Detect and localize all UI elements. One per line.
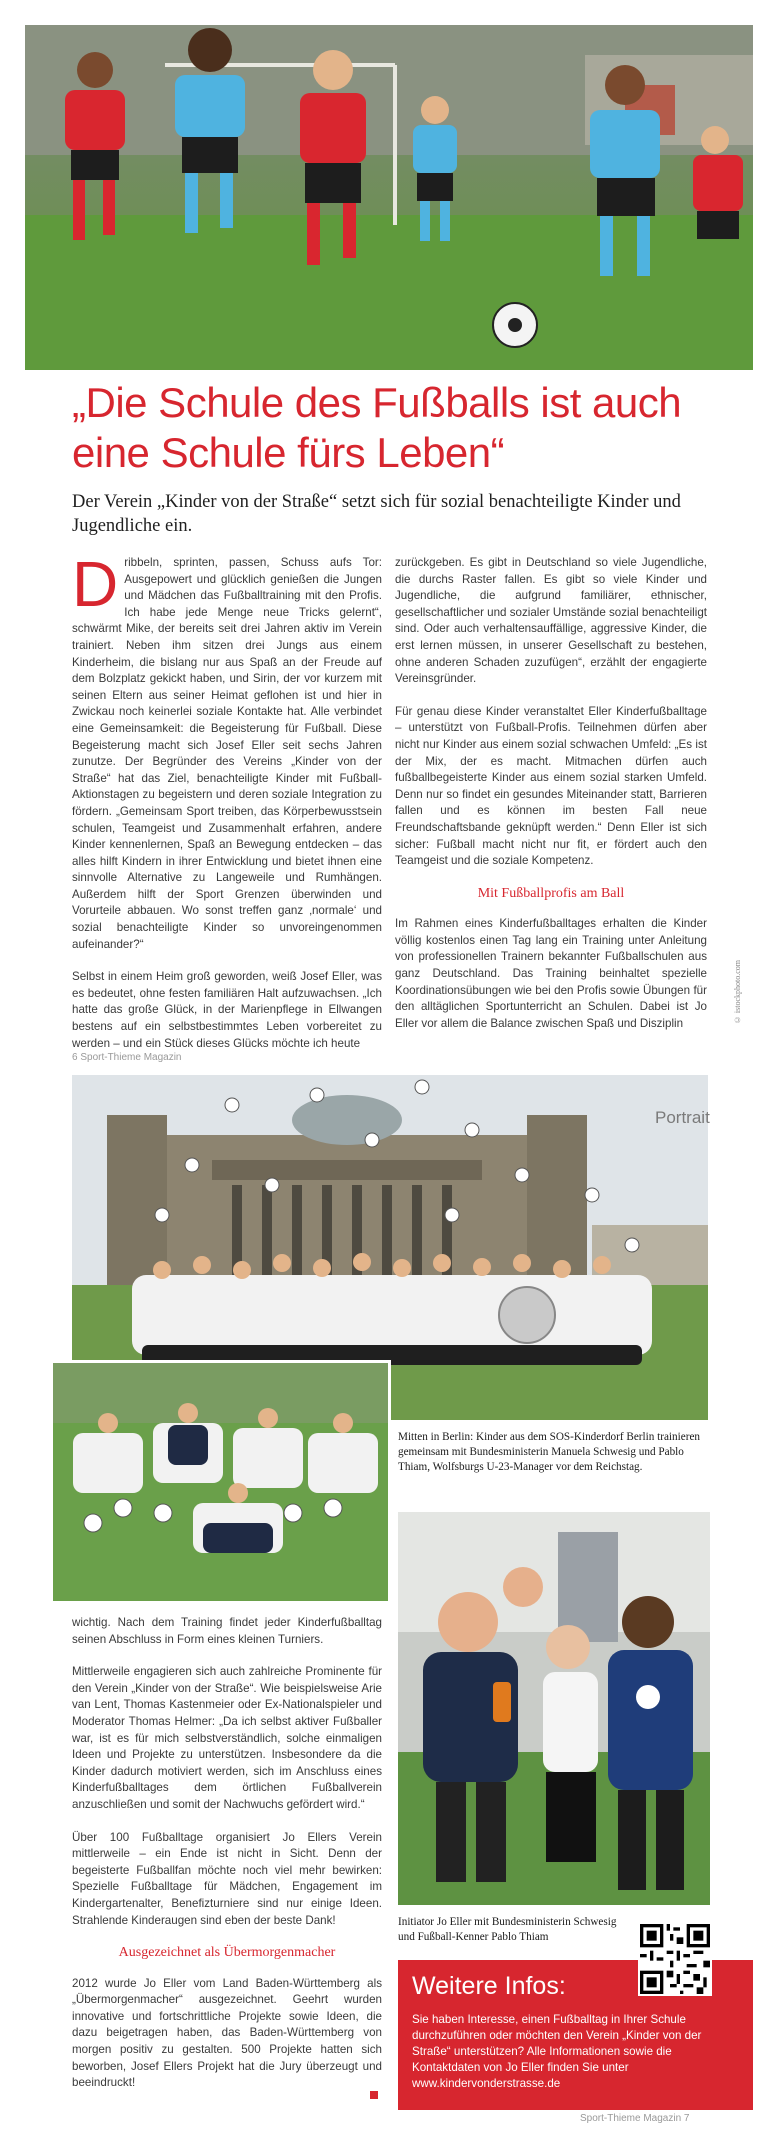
- website-link[interactable]: www.kindervonderstrasse.de: [412, 2077, 561, 2090]
- page-folio-right: Sport-Thieme Magazin 7: [580, 2113, 690, 2124]
- article-column-1: [72, 548, 382, 1068]
- article-column-3: [72, 1615, 382, 2108]
- article-column-2: [395, 555, 707, 1048]
- paragraph: wichtig. Nach dem Training findet jeder Kinderfußballtag seinen Abschluss in Form eines kleinen Turniers.: [72, 1616, 382, 1646]
- paragraph: Selbst in einem Heim groß geworden, weiß Josef Eller, was es bedeutet, ohne festen familiären Halt aufzuwachsen. „Ich hatte das große Glück, in der Marienpflege in Ellwangen bestens auf ein selbstbestimmtes Leben vorbereitet zu werden – und ein Stück dieses Glücks möchte ich heute: [72, 970, 382, 1050]
- section-subheading: Ausgezeichnet als Übermorgenmacher: [118, 1945, 336, 1961]
- eller-schwesig-thiam-illustration: [398, 1512, 710, 1905]
- section-subheading: Mit Fußballprofis am Ball: [477, 885, 625, 901]
- team-group-illustration: [53, 1363, 388, 1601]
- portrait-photo: [398, 1512, 710, 1905]
- qr-code-icon: [640, 1924, 710, 1994]
- qr-code[interactable]: [638, 1922, 712, 1996]
- article-subheadline: Der Verein „Kinder von der Straße“ setzt sich für sozial benachteiligte Kinder und Jugendliche ein.: [72, 492, 681, 536]
- photo-caption: Initiator Jo Eller mit Bundesministerin Schwesig und Fußball-Kenner Pablo Thiam: [398, 1916, 617, 1943]
- info-box-text: Sie haben Interesse, einen Fußballtag in Ihrer Schule durchzuführen oder möchten den Verein „Kinder von der Straße“ unterstützen? Alle Informationen sowie die Kontaktdaten von Jo Eller finden Sie unter www.kindervonderstrasse.de: [412, 2013, 702, 2090]
- paragraph: Über 100 Fußballtage organisiert Jo Ellers Verein mittlerweile – ein Ende ist nicht in Sicht. Denn der begeisterte Fußballfan möchte noch viel mehr bewirken: Spezielle Fußballtage für Mädchen, Engagement im Kindergartenalter, Benefizturniere sind nur einige Ideen. Strahlende Kinderaugen sind eben der beste Dank!: [72, 1830, 382, 1927]
- paragraph: Dribbeln, sprinten, passen, Schuss aufs Tor: Ausgepowert und glücklich genießen die Jungen und Mädchen das Fußballtraining mit den Profis. Ich habe jede Menge neue Tricks gelernt“, schwärmt Mike, der bereits seit drei Jahren aktiv im Verein trainiert. Neben ihm sitzen drei Jungs aus einem Kinderheim, die bislang nur aus Spaß an der Freude auf dem Bolzplatz gekickt haben, und Sirin, der vor kurzem mit seinen Eltern aus seiner Heimat geflohen ist und hier in Zwickau noch keinerlei soziale Kontakte hat. Alle verbindet eine Gemeinsamkeit: die Begeisterung für Fußball. Diese Begeisterung macht sich Josef Eller seit sechs Jahren zunutze. Der Begründer des Vereins „Kinder von der Straße“ hat das Ziel, benachteiligte Kinder mit Fußball-Aktionstagen zu begeistern und deren soziale Integration zu fördern. „Gemeinsam Sport treiben, das Körperbewusstsein schulen, Teamgeist und Zusammenhalt erfahren, andere Kinder kennenlernen, Spaß an Bewegung entdecken – das alles hilft Kindern in ihrer Entwicklung und bietet ihnen eine sinnvolle Alternative zu Langeweile und Rumhängen. Außerdem hilft der Sport Grenzen überwinden und Vorurteile abbauen. Wo sonst treffen ganz ‚normale‘ und sozial benachteiligte Kinder so unvoreingenommen aufeinander?“: [72, 548, 382, 951]
- paragraph: Im Rahmen eines Kinderfußballtages erhalten die Kinder völlig kostenlos einen Tag lang ein Training unter Anleitung von professionellen Trainern bekannter Fußballschulen aus ganz Deutschland. Das Training beinhaltet spezielle Koordinationsübungen wie bei den Profis sowie Übungen für den alltäglichen Sportunterricht an Schulen. Dabei ist Jo Eller vor allem die Balance zwischen Spaß und Disziplin: [395, 917, 707, 1030]
- kids-playing-football-illustration: [25, 25, 753, 370]
- paragraph: Mittlerweile engagieren sich auch zahlreiche Prominente für den Verein „Kinder von der Straße“. Wie beispielsweise Arie van Lent, Thomas Kastenmeier oder Ex-Nationalspieler und Moderator Thomas Helmer: „Da ich selbst aktiver Fußballer war, ist es für mich selbstverständlich, solche einmaligen Ideen und Projekte zu unterstützen. Insbesondere da die Kinder dadurch motiviert werden, sich im Anschluss eines Kinderfußballtages dem örtlichen Fußballverein anzuschließen und somit der Nachwuchs gefördert wird.“: [72, 1665, 382, 1811]
- photo-caption: Mitten in Berlin: Kinder aus dem SOS-Kinderdorf Berlin trainieren gemeinsam mit Bundesministerin Manuela Schwesig und Pablo Thiam, Wolfsburgs U-23-Manager vor dem Reichstag.: [398, 1431, 700, 1473]
- info-box-title: Weitere Infos:: [412, 1972, 566, 2000]
- end-mark: [370, 2091, 378, 2099]
- paragraph: zurückgeben. Es gibt in Deutschland so viele Jugendliche, die durchs Raster fallen. Es gibt so viele Kinder und Jugendliche, die aufgrund familiärer, ethnischer, gesellschaftlicher und sozialer Umstände sozial benachteiligt sind. Oder auch verhaltensauffällige, aggressive Kinder, die erst lernen müssen, in unserer Gesellschaft zu bestehen, ohne anderen Schaden zuzufügen“, erzählt der engagierte Vereinsgründer.: [395, 556, 707, 686]
- team-photo: [50, 1360, 391, 1604]
- photo-credit: © istockphoto.com: [733, 960, 742, 1025]
- section-label: Portrait: [655, 1108, 710, 1127]
- paragraph: 2012 wurde Jo Eller vom Land Baden-Württemberg als „Übermorgenmacher“ ausgezeichnet. Geehrt wurden innovative und fortschrittliche Projekte sowie Ideen, die dazu beigetragen haben, das Baden-Württemberg von morgen positiv zu gestalten. 500 Projekte hatten sich beworben, Josef Ellers Projekt hat die Jury überzeugt und beeindruckt!: [72, 1976, 382, 2090]
- drop-cap: D: [72, 548, 119, 620]
- article-headline: „Die Schule des Fußballs ist auch eine Schule fürs Leben“: [72, 379, 682, 476]
- paragraph: Für genau diese Kinder veranstaltet Eller Kinderfußballtage – unterstützt von Fußball-Profis. Teilnehmen dürfen aber nicht nur Kinder aus einem sozial schwachen Umfeld: „Es ist der Mix, der es macht. Mitmachen dürfen auch fußballbegeisterte Kinder aus einem sozial starken Umfeld. Denn nur so findet ein gesundes Miteinander statt, Barrieren fallen und es können im besten Fall neue Freundschaftsbande geknüpft werden.“ Denn Eller ist sich sicher: Fußball macht nicht nur fit, er fördert auch den Teamgeist und die soziale Kompetenz.: [395, 704, 707, 868]
- page-folio-left: 6 Sport-Thieme Magazin: [72, 1052, 182, 1063]
- hero-photo: [25, 25, 753, 370]
